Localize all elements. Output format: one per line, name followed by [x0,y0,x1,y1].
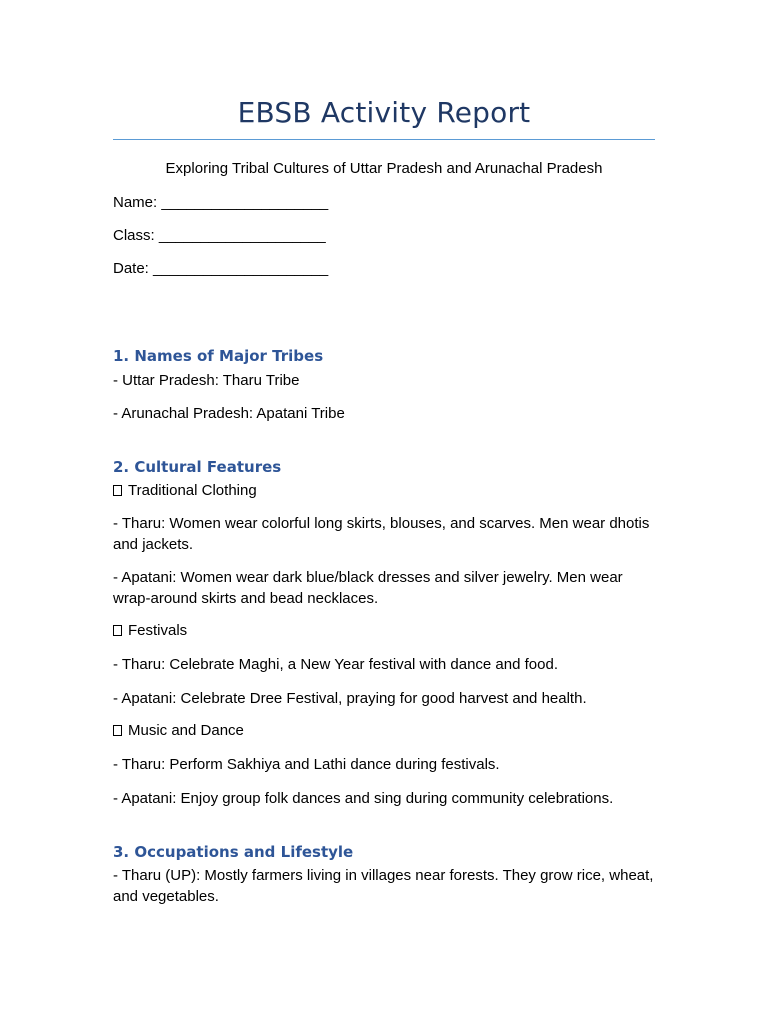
title-underline [113,139,655,140]
list-item: - Tharu (UP): Mostly farmers living in villages near forests. They grow rice, wheat, and vegetables. [113,867,654,905]
list-item: - Apatani: Women wear dark blue/black dresses and silver jewelry. Men wear wrap-around skirts and bead necklaces. [113,569,623,607]
section-heading-culture: 2. Cultural Features [113,458,282,476]
subheading-clothing [113,481,257,501]
missing-glyph-icon [113,725,122,736]
list-item: - Tharu: Celebrate Maghi, a New Year festival with dance and food. [113,656,558,673]
section-heading-tribes: 1. Names of Major Tribes [113,347,324,365]
class-field [113,226,326,246]
name-field-blank: ____________________ [161,194,329,211]
date-field [113,259,328,279]
list-item: - Apatani: Celebrate Dree Festival, praying for good harvest and health. [113,690,587,707]
class-field-blank: ____________________ [158,227,326,244]
list-item: - Tharu: Perform Sakhiya and Lathi dance during festivals. [113,756,500,773]
date-field-blank: _____________________ [153,260,329,277]
subheading-festivals-label: Festivals [128,622,188,639]
subheading-festivals [113,621,187,641]
list-item: - Uttar Pradesh: Tharu Tribe [113,372,300,389]
subheading-music [113,721,244,741]
date-field-label: Date: [113,260,149,277]
subheading-music-label: Music and Dance [128,722,244,739]
missing-glyph-icon [113,625,122,636]
class-field-label: Class: [113,227,155,244]
document-subtitle: Exploring Tribal Cultures of Uttar Pradesh and Arunachal Pradesh [165,160,603,177]
list-item: - Tharu: Women wear colorful long skirts, blouses, and scarves. Men wear dhotis and jackets. [113,515,650,553]
missing-glyph-icon [113,485,122,496]
subheading-clothing-label: Traditional Clothing [128,482,257,499]
list-item: - Apatani: Enjoy group folk dances and sing during community celebrations. [113,790,614,807]
section-heading-occupations: 3. Occupations and Lifestyle [113,843,354,861]
document-title: EBSB Activity Report [237,96,531,129]
name-field [113,193,328,213]
list-item: - Arunachal Pradesh: Apatani Tribe [113,405,345,422]
name-field-label: Name: [113,194,158,211]
